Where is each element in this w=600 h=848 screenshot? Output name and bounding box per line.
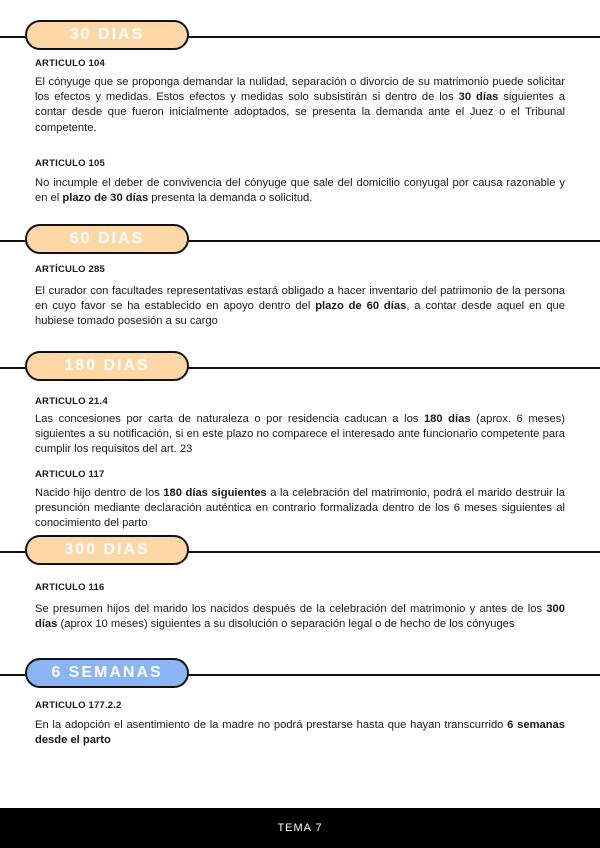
article-title: ARTICULO 104 [35,58,105,69]
article-title: ARTICULO 116 [35,582,105,593]
footer-bar [0,808,600,848]
article-title: ARTICULO 177.2.2 [35,700,122,711]
section-pill-300-dias: 300 DIAS [25,535,189,565]
section-pill-60-dias: 60 DIAS [25,224,189,254]
article-text: En la adopción el asentimiento de la madre no podrá prestarse hasta que hayan transcurrido 6 semanas desde el parto [35,719,565,747]
article-text: Las concesiones por carta de naturaleza o por residencia caducan a los 180 días (aprox. 6 meses) siguientes a su notificación, si en este plazo no comparece el interesado ante funcionario competente para cumplir los requisitos del art. 23 [35,413,565,456]
article-title: ARTICULO 117 [35,469,105,480]
section-header-30-dias [0,20,600,54]
section-header-300-dias [0,535,600,569]
footer-label: TEMA 7 [277,822,323,834]
article-title: ARTICULO 105 [35,158,105,169]
section-header-180-dias [0,351,600,385]
section-pill-6-semanas: 6 SEMANAS [25,658,189,688]
article-title: ARTICULO 21.4 [35,396,108,407]
article-text: El cónyuge que se proponga demandar la nulidad, separación o divorcio de su matrimonio puede solicitar los efectos y medidas. Estos efectos y medidas solo subsistirán si dentro de los 30 días siguientes a contar desde que fueron inicialmente adoptados, se presenta la demanda ante el Juez o el Tribunal competente. [35,76,565,134]
article-title: ARTÍCULO 285 [35,264,105,275]
section-header-60-dias [0,224,600,258]
article-text: Se presumen hijos del marido los nacidos después de la celebración del matrimonio y antes de los 300 días (aprox 10 meses) siguientes a su disolución o separación legal o de hecho de los cónyuges [35,603,565,631]
article-text: No incumple el deber de convivencia del cónyuge que sale del domicilio conyugal por causa razonable y en el plazo de 30 días presenta la demanda o solicitud. [35,177,565,205]
section-header-6-semanas [0,658,600,692]
section-pill-180-dias: 180 DIAS [25,351,189,381]
section-pill-30-dias: 30 DIAS [25,20,189,50]
article-text: Nacido hijo dentro de los 180 días siguientes a la celebración del matrimonio, podrá el marido destruir la presunción mediante declaración auténtica en contrario formalizada dentro de los 6 meses siguientes al conocimiento del parto [35,487,565,530]
article-text: El curador con facultades representativas estará obligado a hacer inventario del patrimonio de la persona en cuyo favor se ha establecido en apoyo dentro del plazo de 60 días, a contar desde aquel en que hubiese tomado posesión a su cargo [35,285,565,328]
